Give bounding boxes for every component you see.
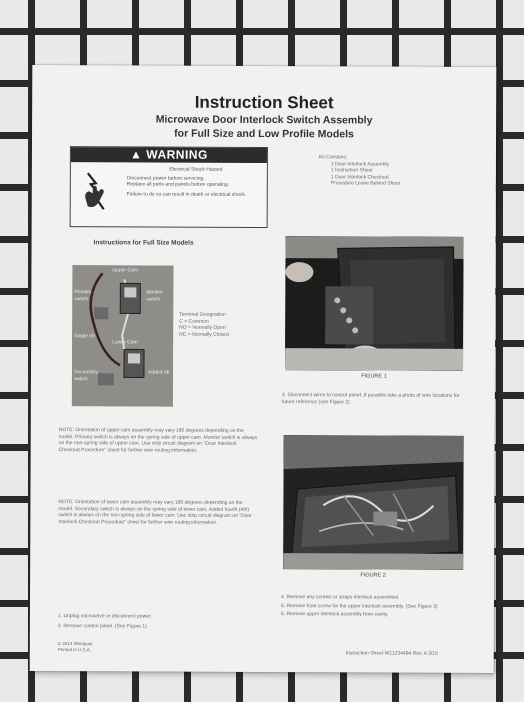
step-2: 2. Remove control panel. (See Figure 1) (57, 622, 147, 629)
warning-line-3: Replace all parts and panels before operating. (126, 181, 230, 188)
section-heading: Instructions for Full Size Models (93, 239, 194, 247)
kit-contents (319, 154, 429, 187)
footer-printed: Printed in U.S.A. (57, 646, 92, 652)
warning-line-1: Electrical Shock Hazard (169, 166, 223, 173)
warning-line-4: Failure to do so can result in death or electrical shock. (126, 190, 247, 198)
step-3: 3. Disconnect wires to control panel. If possible take a photo of wire locations for future reference (see Figure 2). (281, 392, 460, 405)
step-5: 5. Remove front screw for the upper interlock assembly. (See Figure 3) (280, 602, 438, 610)
page-subtitle-2: for Full Size and Low Profile Models (174, 127, 354, 141)
left-steps (58, 613, 248, 630)
kit-item: 1 Door Interlock Checkout Procedure Leave Behind Sheet (330, 173, 401, 187)
step-4: 4. Remove any screws or straps interlock assembled. (280, 594, 400, 601)
figure-1-photo (285, 236, 464, 371)
label-added-rib: Added rib (147, 369, 170, 376)
kit-item: 1 Door Interlock Assembly (330, 160, 390, 168)
warning-triangle-icon: ▲ (130, 147, 143, 162)
footer-copyright: © 2014 Whirlpool (57, 641, 93, 647)
page-subtitle-1: Microwave Door Interlock Switch Assembly (155, 113, 373, 127)
label-upper-cam: Upper Cam (112, 267, 139, 274)
kit-heading: Kit Contains: (318, 154, 348, 161)
legend-normally-closed: NC = Normally Closed (179, 331, 229, 338)
warning-line-2: Disconnect power before servicing. (126, 174, 205, 182)
warning-heading: WARNING (146, 147, 208, 162)
wiring-diagram (72, 265, 174, 406)
figure-2-photo (283, 435, 464, 570)
instruction-sheet (30, 65, 497, 673)
label-single-rib: Single rib (74, 333, 96, 340)
terminal-legend (179, 312, 254, 338)
figure-1-caption: FIGURE 1 (361, 373, 387, 380)
label-lower-cam: Lower Cam (112, 339, 138, 346)
kit-item: 1 Instruction Sheet (330, 167, 373, 174)
figure-2-caption: FIGURE 2 (360, 572, 386, 579)
warning-box (70, 146, 268, 228)
step-6: 6. Remove upper interlock assembly from cavity. (280, 611, 389, 618)
note-upper-cam: NOTE: Orientation of upper cam assembly may vary 180 degrees depending on the model. Primary switch is always on the spring side of upper cam. Monitor switch is always on the non-spring side of upper cam. Use strip circuit diagram on "Door Interlock Checkout Procedure" sheet for further wire routing information. (58, 427, 258, 454)
shock-hazard-icon (80, 169, 114, 215)
legend-normally-open: NO = Normally Open (179, 324, 226, 331)
label-monitor-switch: Monitor switch (146, 289, 164, 303)
warning-header (71, 147, 267, 163)
footer-part-number: Instruction Sheet W11234494 Rev. A 3/15 (345, 650, 438, 657)
label-primary-switch: Primary switch (74, 289, 92, 302)
legend-heading: Terminal Designation (179, 311, 226, 318)
note-lower-cam: NOTE: Orientation of lower cam assembly may vary 180 degrees depending on the model. Secondary switch is always on the spring side of lower cam. Added fourth (4th) switch is always on the non-spring side of lower cam. Use strip circuit diagram on "Door Interlock Checkout Procedure" sheet for further wire routing information. (58, 499, 252, 526)
step-1: 1. Unplug microwave or disconnect power. (57, 613, 152, 620)
label-secondary-switch: Secondary switch (73, 369, 98, 382)
page-title: Instruction Sheet (194, 92, 334, 113)
legend-common: C = Common (179, 318, 209, 325)
right-steps (281, 594, 471, 618)
footer-left (58, 641, 93, 652)
warning-text (127, 166, 265, 198)
